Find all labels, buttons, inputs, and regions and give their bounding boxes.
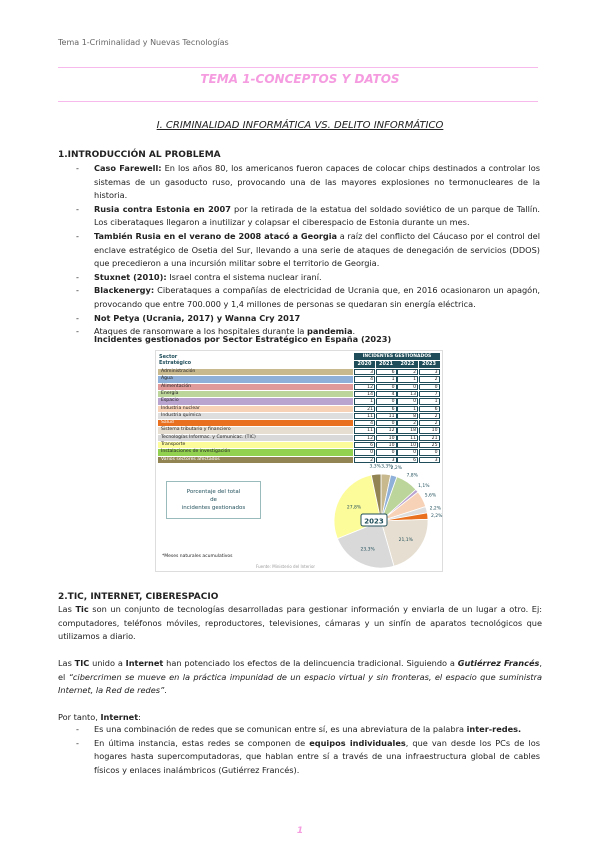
box-line: de <box>210 497 217 503</box>
pie-label: 3,3% <box>381 464 393 470</box>
section1-heading: 1.INTRODUCCIÓN AL PROBLEMA <box>58 150 221 160</box>
table-cell: 12 <box>354 435 375 441</box>
pie-label: 23,3% <box>360 547 375 553</box>
text-run: Ataques de ransomware a los hospitales durante la <box>94 326 307 337</box>
sector-row: Administración <box>158 369 353 375</box>
table-cell: 10 <box>397 442 418 448</box>
incidents-figure <box>155 350 443 572</box>
bold-text: Gutiérrez Francés <box>457 658 540 668</box>
page-number: 1 <box>296 826 304 836</box>
table-cell: 0 <box>397 384 418 390</box>
text-run: Por tanto, <box>58 712 101 722</box>
table-cell: 13 <box>397 391 418 397</box>
table-cell: 11 <box>397 435 418 441</box>
pie-label: 21,1% <box>398 537 413 543</box>
pie-label: 27,8% <box>346 505 362 511</box>
table-cell: 1 <box>354 398 375 404</box>
table-cell: 4 <box>376 391 397 397</box>
bold-text: Rusia contra Estonia en 2007 <box>94 203 231 214</box>
bold-text: pandemia <box>307 326 353 337</box>
bullet-item <box>70 162 540 203</box>
table-cell: 11 <box>354 427 375 433</box>
table-cell: 21 <box>354 406 375 412</box>
table-cell: 3 <box>376 457 397 463</box>
bold-text: equipos individuales <box>309 737 406 748</box>
pie-label: 5,6% <box>424 493 437 499</box>
year-header: 2023 <box>419 361 440 368</box>
box-line: Porcentaje del total <box>186 489 241 495</box>
section2-heading: 2.TIC, INTERNET, CIBERESPACIO <box>58 592 219 602</box>
table-cell: 12 <box>376 427 397 433</box>
table-cell: 10 <box>376 435 397 441</box>
table-cell: 14 <box>354 391 375 397</box>
pie-label: 7,8% <box>406 473 418 479</box>
bullet-item <box>70 203 540 230</box>
text-run: , el <box>58 658 542 682</box>
italic-text: “cibercrimen se mueve en la práctica impunidad de un espacio virtual y sin fronteras, el espacio que suministra Internet, la Red de redes” <box>58 671 542 696</box>
running-header: Tema 1-Criminalidad y Nuevas Tecnologías <box>58 38 229 47</box>
table-cell: 2 <box>419 420 440 426</box>
table-cell: 6 <box>397 457 418 463</box>
table-cell: 4 <box>354 376 375 382</box>
bullet-item <box>70 737 540 778</box>
table-cell: 2 <box>397 420 418 426</box>
pie-label: 3,3% <box>369 464 381 470</box>
sector-row: Sistema tributario y financiero <box>158 427 353 433</box>
title-rule-top <box>58 67 538 68</box>
pie-label: 2,2% <box>430 514 443 520</box>
text-run: , que van desde los PCs de los hogares hasta supercomputadoras, que hablan entre sí a través de una infraestructura global de cables físicos y enlaces inalámbricos (Gutiérrez Francés). <box>94 737 540 775</box>
pie-year: 2023 <box>364 517 384 526</box>
bold-text: Tic <box>75 604 89 614</box>
pie-chart <box>276 464 443 569</box>
table-cell: 3 <box>354 369 375 375</box>
text-run: . <box>164 685 167 696</box>
sector-row: Espacio <box>158 398 353 404</box>
table-cell: 2 <box>419 413 440 419</box>
text-run: a raíz del conflicto del Cáucaso por el control del enclave estratégico de Osetia del Sur, llevando a una serie de ataques de denegación de servicios (DDOS) que precedieron a una incursión militar sobre el territorio de Georgia. <box>94 230 540 269</box>
table-cell: 0 <box>419 384 440 390</box>
group-header: INCIDENTES GESTIONADOS <box>354 353 440 360</box>
table-cell: 0 <box>419 449 440 455</box>
pie-label: 2,2% <box>390 466 403 472</box>
table-cell: 3 <box>419 457 440 463</box>
text-run: : <box>138 712 141 722</box>
table-cell: 6 <box>376 406 397 412</box>
paragraph-tic <box>58 603 542 644</box>
table-cell: 0 <box>397 449 418 455</box>
table-cell: 25 <box>419 442 440 448</box>
table-cell: 21 <box>419 435 440 441</box>
bullet-item <box>70 230 540 271</box>
sector-row: Agua <box>158 376 353 382</box>
table-cell: 6 <box>354 442 375 448</box>
bold-text: Internet <box>100 712 139 722</box>
bold-text: Caso Farewell: <box>94 163 162 173</box>
table-cell: 2 <box>397 369 418 375</box>
year-header: 2022 <box>397 361 418 368</box>
text-run: son un conjunto de tecnologías desarrolladas para gestionar información y enviarla de un lugar a otro. Ej: computadores, teléfonos móviles, reproductores, televisiones, cámaras y un sinfín de aparatos tecnológicos que utilizamos a diario. <box>58 604 542 642</box>
text-run: han potenciado los efectos de la delincuencia tradicional. Siguiendo a <box>163 658 458 668</box>
table-cell: 10 <box>419 427 440 433</box>
table-cell: 0 <box>376 398 397 404</box>
table-cell: 4 <box>354 420 375 426</box>
pie-label: 1,1% <box>418 483 430 489</box>
text-run: Ciberataques a compañías de electricidad de Ucrania que, en 2016 ocasionaron un apagón, provocando que entre 700.000 y 1,4 millones de personas se quedaran sin energía eléctrica. <box>94 285 540 309</box>
section2-bullets <box>70 723 540 777</box>
box-line: incidentes gestionados <box>181 505 246 511</box>
year-header: 2021 <box>376 361 397 368</box>
text-run: En los años 80, los americanos fueron capaces de colocar chips destinados a controlar los sistemas de un gasoducto ruso, provocando una de las mayores explosiones no termonucleares de la historia. <box>94 163 540 201</box>
year-header: 2020 <box>354 361 375 368</box>
table-cell: 18 <box>397 427 418 433</box>
bold-text: TIC <box>74 658 90 668</box>
bullet-item <box>70 271 540 285</box>
table-cell: 10 <box>376 442 397 448</box>
bold-text: Not Petya (Ucrania, 2017) y Wanna Cry 2017 <box>94 312 301 323</box>
bullet-item <box>70 723 540 737</box>
bold-text: Internet <box>125 658 164 668</box>
paragraph-internet <box>58 657 542 698</box>
table-cell: 3 <box>419 369 440 375</box>
section1-bullets <box>70 162 540 339</box>
section-subtitle: I. CRIMINALIDAD INFORMÁTICA VS. DELITO INFORMÁTICO <box>156 120 444 131</box>
table-cell: 1 <box>376 376 397 382</box>
text-run: Las <box>58 604 76 614</box>
table-cell: 12 <box>354 384 375 390</box>
pie-label: 2,2% <box>429 506 442 512</box>
text-run: Israel contra el sistema nuclear iraní. <box>166 271 322 282</box>
table-cell: 1 <box>397 406 418 412</box>
text-run: Las <box>58 658 75 668</box>
table-cell: 7 <box>419 391 440 397</box>
table-cell: 2 <box>419 376 440 382</box>
text-run: Es una combinación de redes que se comunican entre sí, es una abreviatura de la palabra <box>94 724 467 734</box>
table-cell: 0 <box>376 384 397 390</box>
sector-row: Alimentación <box>158 384 353 390</box>
table-cell: 11 <box>354 413 375 419</box>
text-run: por la retirada de la estatua del soldado soviético de un parque de Tallín. Los ciberataques llegaron a inutilizar y colapsar el ciberespacio de Estonia durante un mes. <box>94 203 540 228</box>
table-cell: 2 <box>354 457 375 463</box>
bold-text: Blackenergy: <box>94 285 155 296</box>
text-run: En última instancia, estas redes se componen de <box>94 737 310 748</box>
figure-source: Fuente: Ministerio del Interior <box>256 564 316 569</box>
sector-row: Instalaciones de investigación <box>158 449 353 455</box>
text-run: . <box>352 326 356 337</box>
title-rule-bottom <box>58 101 538 102</box>
sector-header: Sector Estratégico <box>159 354 192 366</box>
table-cell: 1 <box>419 398 440 404</box>
bold-text: También Rusia en el verano de 2008 atacó a Georgia <box>94 230 338 241</box>
bullet-item <box>70 312 540 326</box>
sector-row: Energía <box>158 391 353 397</box>
table-cell: 1 <box>397 376 418 382</box>
figure-caption: Incidentes gestionados por Sector Estratégico en España (2023) <box>94 334 392 344</box>
table-cell: 0 <box>376 420 397 426</box>
bold-text: inter-redes. <box>466 724 522 734</box>
sector-row: Varios sectores afectados <box>158 457 353 463</box>
sector-row: Salud <box>158 420 353 426</box>
sector-row: Tecnologías Informac. y Comunicac. (TIC) <box>158 435 353 441</box>
bullet-item <box>70 284 540 311</box>
sector-row: Transporte <box>158 442 353 448</box>
table-cell: 0 <box>376 449 397 455</box>
sector-row: Industria nuclear <box>158 406 353 412</box>
table-cell: 8 <box>397 413 418 419</box>
table-cell: 0 <box>354 449 375 455</box>
table-cell: 6 <box>419 406 440 412</box>
figure-note: *Meses naturales acumulativos <box>162 554 233 559</box>
pie-legend-box <box>166 481 261 519</box>
bold-text: Stuxnet (2010): <box>94 271 167 282</box>
text-run: unido a <box>89 658 126 668</box>
table-cell: 0 <box>397 398 418 404</box>
sector-row: Industria química <box>158 413 353 419</box>
table-cell: 6 <box>376 369 397 375</box>
table-cell: 11 <box>376 413 397 419</box>
page-title: TEMA 1-CONCEPTOS Y DATOS <box>200 72 400 86</box>
